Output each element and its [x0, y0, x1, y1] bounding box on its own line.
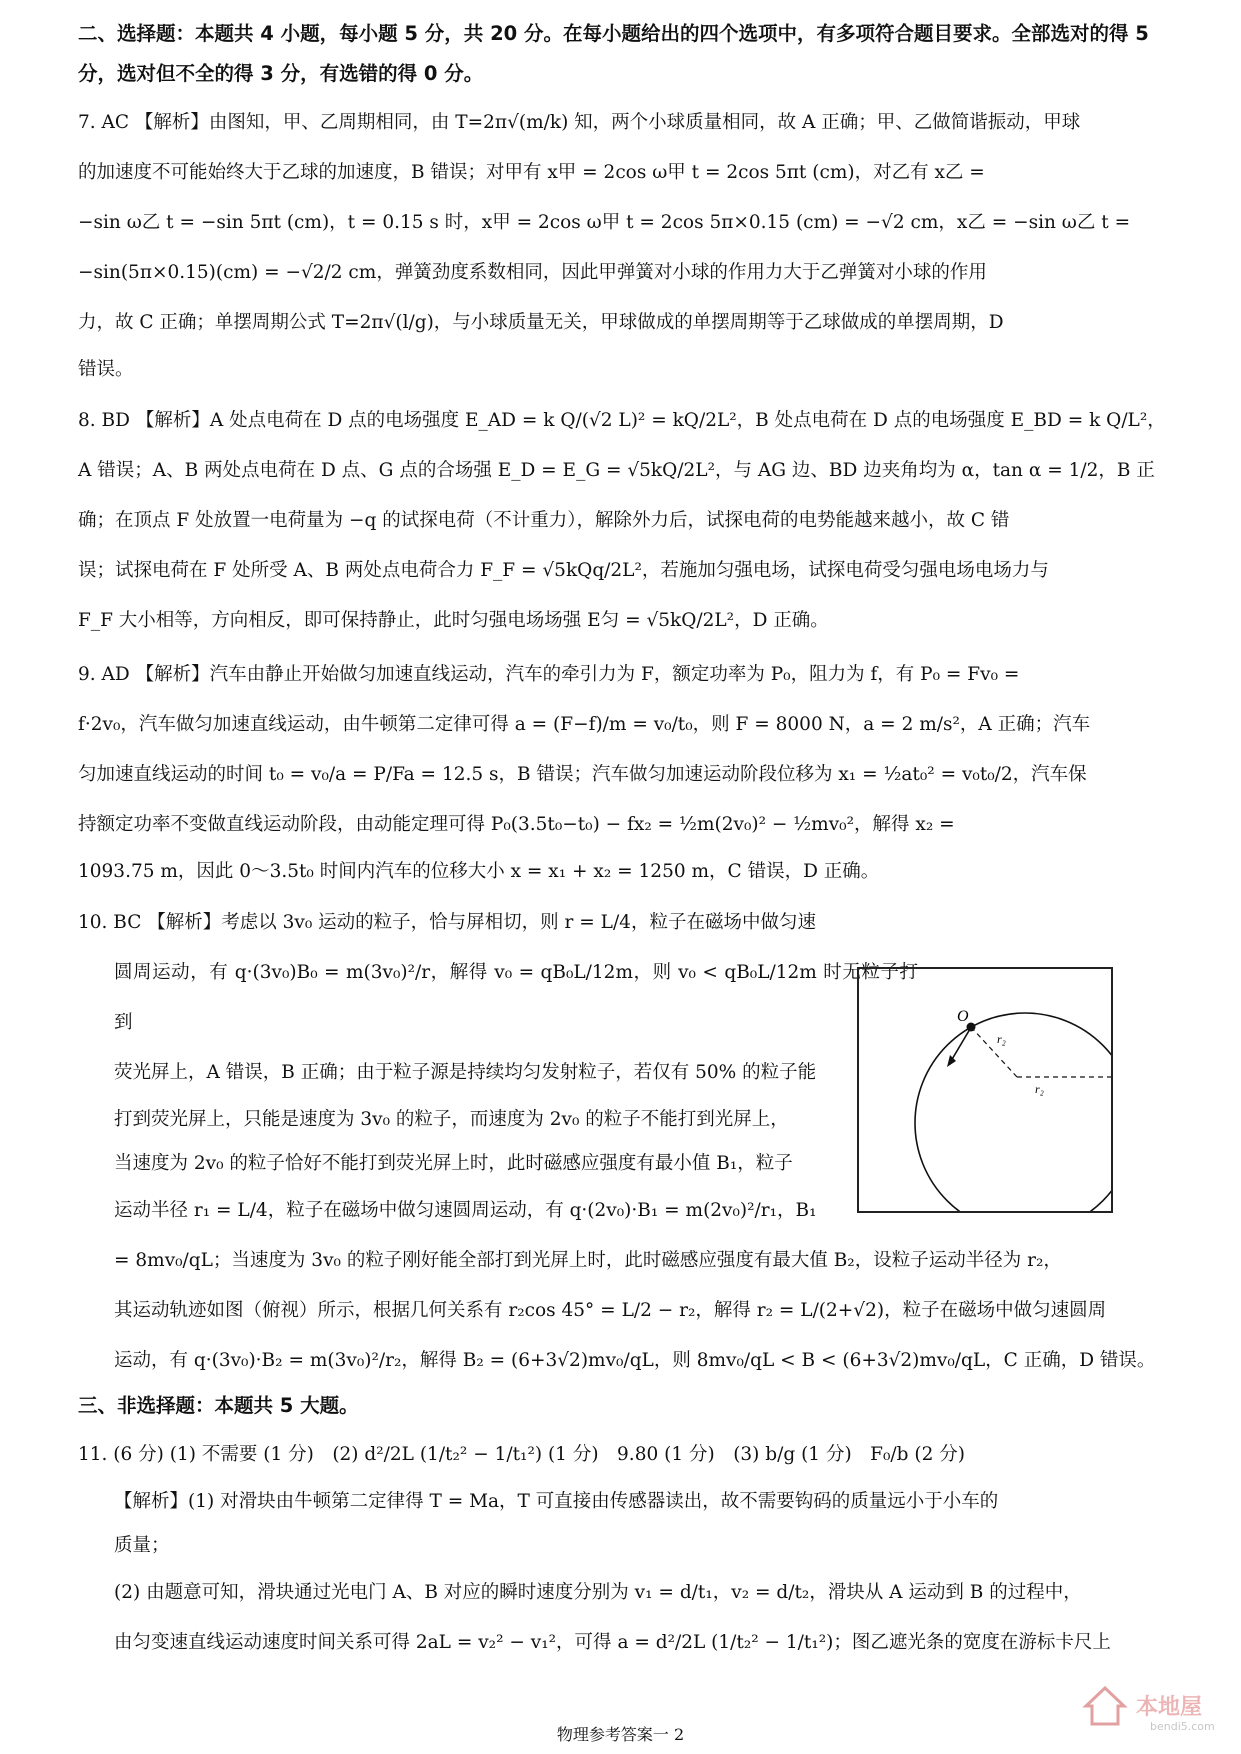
q7-line: 力，故 C 正确；单摆周期公式 T=2π√(l/g)，与小球质量无关，甲球做成的单摆周期等于乙球做成的单摆周期，D [78, 312, 1004, 333]
question-8 [78, 396, 1188, 646]
q8-line: F_F 大小相等，方向相反，即可保持静止，此时匀强电场场强 E匀 = √5kQ/2L²，D 正确。 [78, 610, 829, 631]
q10-wrapped-text [78, 898, 918, 1236]
q10-line: 10. BC 【解析】考虑以 3v₀ 运动的粒子，恰与屏相切，则 r = L/4，粒子在磁场中做匀速 [78, 912, 816, 933]
q10-line: 荧光屏上，A 错误，B 正确；由于粒子源是持续均匀发射粒子，若仅有 50% 的粒子能 [114, 1062, 817, 1083]
radius-label-2: r₂ [1035, 1082, 1044, 1096]
watermark-url: bendi5.com [1150, 1720, 1215, 1733]
trajectory-circle [915, 1013, 1111, 1211]
q8-line: 8. BD 【解析】A 处点电荷在 D 点的电场强度 E_AD = k Q/(√2 L)² = kQ/2L²，B 处点电荷在 D 点的电场强度 E_BD = k Q/L²， [78, 410, 1166, 431]
q10-line: 打到荧光屏上，只能是速度为 3v₀ 的粒子，而速度为 2v₀ 的粒子不能打到光屏上， [114, 1109, 789, 1130]
q7-line: 错误。 [78, 359, 134, 380]
q8-line: A 错误；A、B 两处点电荷在 D 点、G 点的合场强 E_D = E_G = √5kQ/2L²，与 AG 边、BD 边夹角均为 α，tan α = 1/2，B 正 [78, 460, 1155, 481]
q9-line: 9. AD 【解析】汽车由静止开始做匀加速直线运动，汽车的牵引力为 F，额定功率为 P₀，阻力为 f，有 P₀ = Fv₀ = [78, 664, 1020, 685]
q8-line: 误；试探电荷在 F 处所受 A、B 两处点电荷合力 F_F = √5kQq/2L²，若施加匀强电场，试探电荷受匀强电场电场力与 [78, 560, 1049, 581]
point-o-label: O [957, 1008, 969, 1025]
q9-line: 匀加速直线运动的时间 t₀ = v₀/a = P/Fa = 12.5 s，B 错误；汽车做匀加速运动阶段位移为 x₁ = ½at₀² = v₀t₀/2，汽车保 [78, 764, 1087, 785]
section3-header: 三、非选择题：本题共 5 大题。 [78, 1394, 359, 1417]
q8-line: 确；在顶点 F 处放置一电荷量为 −q 的试探电荷（不计重力），解除外力后，试探电荷的电势能越来越小，故 C 错 [78, 510, 1010, 531]
q11-line: 由匀变速直线运动速度时间关系可得 2aL = v₂² − v₁²，可得 a = d²/2L (1/t₂² − 1/t₁²)；图乙遮光条的宽度在游标卡尺上 [114, 1632, 1111, 1653]
q10-line: 运动半径 r₁ = L/4，粒子在磁场中做匀速圆周运动，有 q·(2v₀)·B₁ = m(2v₀)²/r₁，B₁ [114, 1200, 817, 1221]
question-7 [78, 98, 1188, 392]
q9-line: 1093.75 m，因此 0～3.5t₀ 时间内汽车的位移大小 x = x₁ + x₂ = 1250 m，C 错误，D 正确。 [78, 861, 880, 882]
q10-line: 圆周运动，有 q·(3v₀)B₀ = m(3v₀)²/r，解得 v₀ = qB₀L/12m，则 v₀ < qB₀L/12m 时无粒子打到 [114, 962, 918, 1033]
trajectory-diagram [859, 969, 1111, 1211]
q10-line: = 8mv₀/qL；当速度为 3v₀ 的粒子刚好能全部打到光屏上时，此时磁感应强度有最大值 B₂，设粒子运动半径为 r₂， [114, 1250, 1062, 1271]
watermark-text: 本地屋 [1136, 1695, 1203, 1720]
q7-line: 7. AC 【解析】由图知，甲、乙周期相同，由 T=2π√(m/k) 知，两个小球质量相同，故 A 正确；甲、乙做简谐振动，甲球 [78, 112, 1081, 133]
section2-header: 二、选择题：本题共 4 小题，每小题 5 分，共 20 分。在每小题给出的四个选项中，有多项符合题目要求。全部选对的得 5 分，选对但不全的得 3 分，有选错的得 0 分。 [78, 22, 1149, 85]
q11-answer: 11. (6 分) (1) 不需要 (1 分) (2) d²/2L (1/t₂² − 1/t₁²) (1 分) 9.80 (1 分) (3) b/g (1 分) F₀/b (2 分) [78, 1444, 965, 1465]
q9-line: f·2v₀，汽车做匀加速直线运动，由牛顿第二定律可得 a = (F−f)/m = v₀/t₀，则 F = 8000 N，a = 2 m/s²，A 正确；汽车 [78, 714, 1091, 735]
answer-page [78, 14, 1188, 1668]
q11-line: 【解析】(1) 对滑块由牛顿第二定律得 T = Ma，T 可直接由传感器读出，故不需要钩码的质量远小于小车的 [114, 1491, 999, 1512]
question-9 [78, 650, 1188, 894]
q10-line: 其运动轨迹如图（俯视）所示，根据几何关系有 r₂cos 45° = L/2 − r₂，解得 r₂ = L/(2+√2)，粒子在磁场中做匀速圆周 [114, 1300, 1107, 1321]
q10-line: 当速度为 2v₀ 的粒子恰好不能打到荧光屏上时，此时磁感应强度有最小值 B₁，粒子 [114, 1153, 793, 1174]
radius-label-1: r₂ [997, 1032, 1006, 1046]
q10-line: 运动，有 q·(3v₀)·B₂ = m(3v₀)²/r₂，解得 B₂ = (6+3√2)mv₀/qL，则 8mv₀/qL < B < (6+3√2)mv₀/qL，C 正确，D 错误。 [114, 1350, 1156, 1371]
radius-line-1 [971, 1027, 1017, 1077]
q7-line: −sin ω乙 t = −sin 5πt (cm)，t = 0.15 s 时，x甲 = 2cos ω甲 t = 2cos 5π×0.15 (cm) = −√2 cm，x乙 = −sin ω乙 t = [78, 212, 1131, 233]
page-footer: 物理参考答案一 2 [556, 1725, 685, 1744]
house-logo-icon [1080, 1680, 1130, 1730]
q9-line: 持额定功率不变做直线运动阶段，由动能定理可得 P₀(3.5t₀−t₀) − fx₂ = ½m(2v₀)² − ½mv₀²，解得 x₂ = [78, 814, 955, 835]
question-11 [78, 1430, 1188, 1668]
q11-line: 质量； [114, 1535, 170, 1556]
trajectory-figure [857, 967, 1113, 1213]
watermark [1080, 1680, 1230, 1740]
q7-line: −sin(5π×0.15)(cm) = −√2/2 cm，弹簧劲度系数相同，因此甲弹簧对小球的作用力大于乙弹簧对小球的作用 [78, 262, 987, 283]
q7-line: 的加速度不可能始终大于乙球的加速度，B 错误；对甲有 x甲 = 2cos ω甲 t = 2cos 5πt (cm)，对乙有 x乙 = [78, 162, 985, 183]
arrow-head-icon [947, 1055, 956, 1067]
q11-line: (2) 由题意可知，滑块通过光电门 A、B 对应的瞬时速度分别为 v₁ = d/t₁，v₂ = d/t₂，滑块从 A 运动到 B 的过程中， [114, 1582, 1082, 1603]
